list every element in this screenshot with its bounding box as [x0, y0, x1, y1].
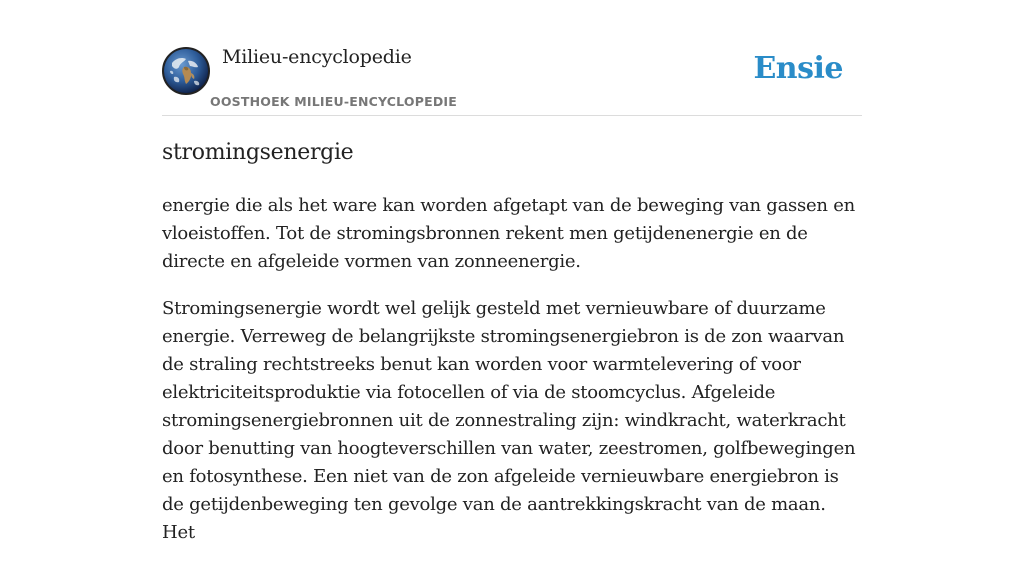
article-paragraph: Stromingsenergie wordt wel gelijk gesteld met vernieuwbare of duurzame energie. Verreweg de belangrijkste stromingsenergiebron is de zon waarvan de straling rechtstreeks benut kan worden voor warmtelevering of voor elektriciteitsproduktie via fotocellen of via de stoomcyclus. Afgeleide stromingsenergiebronnen uit de zonnestraling zijn: windkracht, waterkracht door benutting van hoogteverschillen van water, zeestromen, golfbewegingen en fotosynthese. Een niet van de zon afgeleide vernieuwbare energiebron is de getijdenbeweging ten gevolge van de aantrekkingskracht van de maan. Het — [162, 298, 856, 543]
earth-globe-icon[interactable] — [162, 47, 210, 95]
site-header — [162, 0, 862, 116]
earth-globe-graphic — [164, 49, 208, 93]
site-title[interactable]: Milieu-encyclopedie — [222, 46, 412, 68]
page-container — [162, 0, 862, 543]
article-body — [162, 192, 862, 566]
brand-logo-link[interactable]: Ensie — [753, 51, 843, 86]
site-subtitle[interactable]: OOSTHOEK MILIEU-ENCYCLOPEDIE — [210, 94, 457, 109]
article-paragraph: energie die als het ware kan worden afgetapt van de beweging van gassen en vloeistoffen. Tot de stromingsbronnen rekent men getijdenenergie en de directe en afgeleide vormen van zonneenergie. — [162, 195, 855, 272]
page-title: stromingsenergie — [162, 140, 354, 165]
